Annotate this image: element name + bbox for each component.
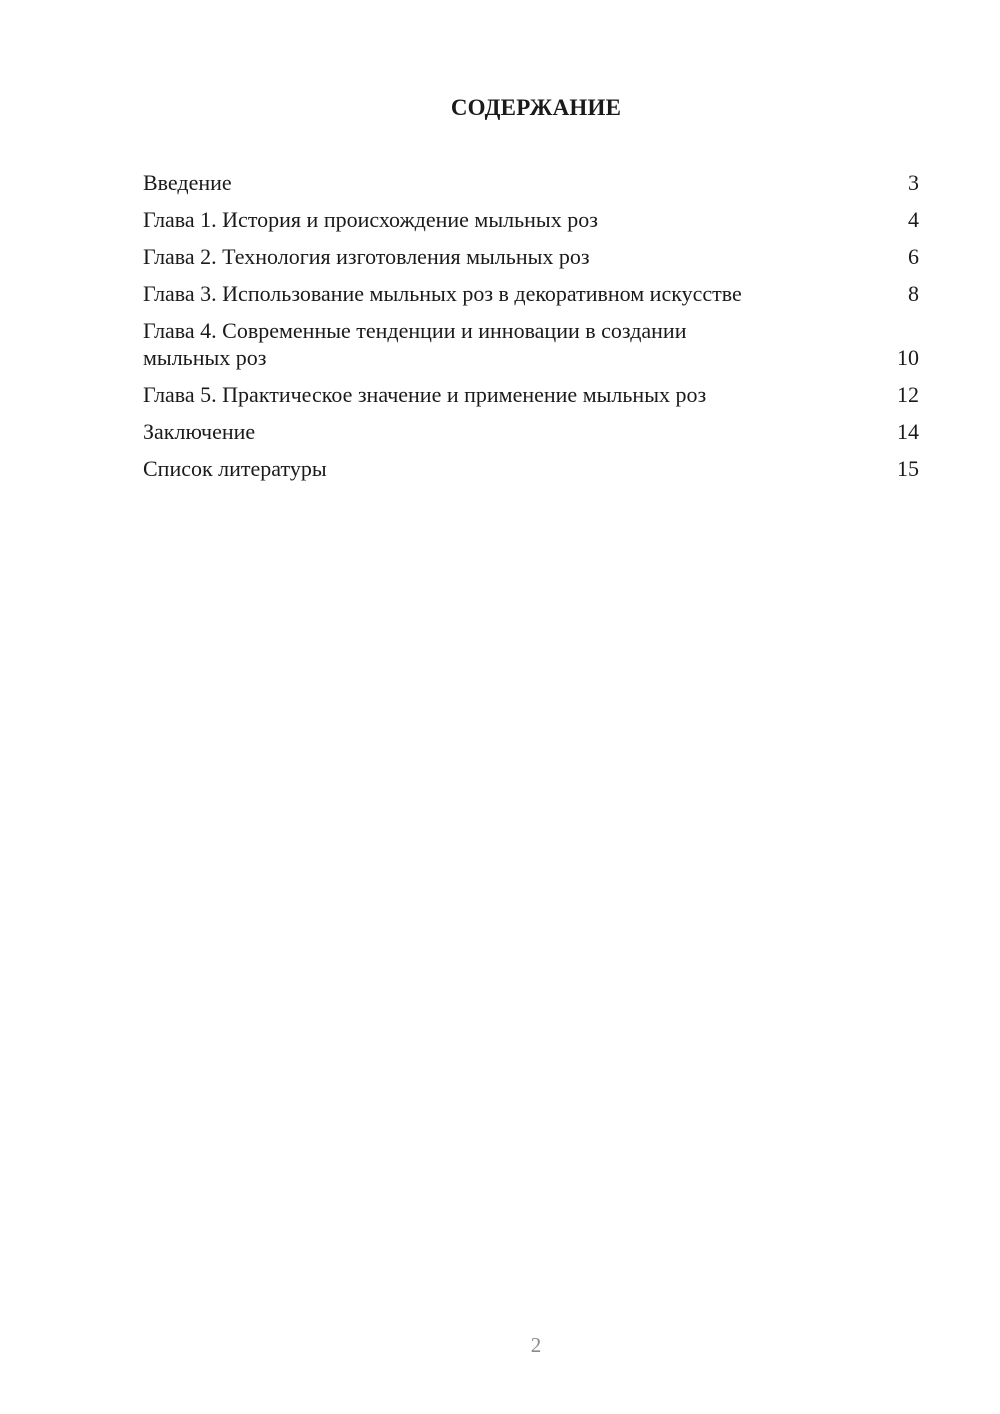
- toc-entry-chapter-5: [143, 381, 919, 408]
- toc-entry-title: Глава 2. Технология изготовления мыльных роз: [143, 244, 590, 269]
- toc-entry-page: 3: [908, 170, 919, 195]
- page-title: СОДЕРЖАНИЕ: [450, 95, 622, 120]
- toc-entry-title: Введение: [143, 170, 232, 195]
- toc-entry-page: 12: [897, 382, 919, 407]
- table-of-contents: [143, 169, 919, 492]
- toc-entry-title: Список литературы: [143, 456, 327, 481]
- toc-entry-page: 4: [908, 207, 919, 232]
- toc-entry-chapter-2: [143, 243, 919, 270]
- toc-entry-chapter-4: [143, 317, 919, 371]
- toc-entry-conclusion: [143, 418, 919, 445]
- toc-entry-title: Глава 3. Использование мыльных роз в декоративном искусстве: [143, 281, 742, 306]
- toc-entry-page: 6: [908, 244, 919, 269]
- toc-entry-introduction: [143, 169, 919, 196]
- toc-entry-chapter-1: [143, 206, 919, 233]
- toc-entry-chapter-3: [143, 280, 919, 307]
- page-number: 2: [530, 1333, 542, 1357]
- toc-entry-title: Глава 1. История и происхождение мыльных роз: [143, 207, 598, 232]
- toc-entry-bibliography: [143, 455, 919, 482]
- toc-entry-page: 10: [897, 345, 919, 370]
- toc-entry-page: 8: [908, 281, 919, 306]
- toc-entry-title: Глава 4. Современные тенденции и инновации в создании мыльных роз: [143, 318, 687, 370]
- toc-entry-page: 15: [897, 456, 919, 481]
- toc-entry-page: 14: [897, 419, 919, 444]
- toc-entry-title: Заключение: [143, 419, 256, 444]
- toc-entry-title: Глава 5. Практическое значение и применение мыльных роз: [143, 382, 707, 407]
